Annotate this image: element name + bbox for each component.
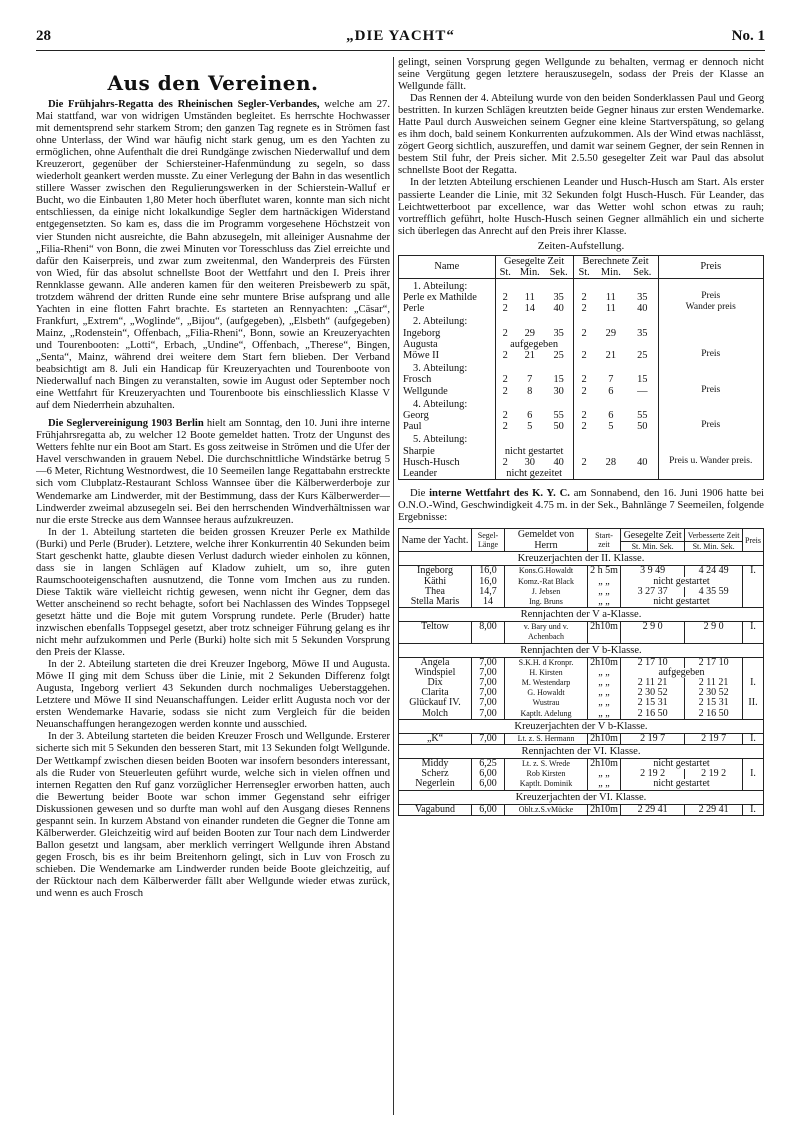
yacht-name: Käthi: [399, 577, 472, 587]
table-row: [399, 350, 764, 361]
sailed-time: 2 16 50: [621, 709, 685, 720]
empty-cell: [495, 397, 573, 410]
calc-time: 2: [573, 328, 594, 339]
class-row: [399, 719, 764, 733]
corrected-time: 2 17 10: [685, 657, 743, 668]
calc-time: [595, 339, 628, 350]
paragraph: In der letzten Abteilung erschienen Leander und Husch-Husch am Start. Als erster passierte Leander die Linie, mit 32 Sekunden folgt Husch-Husch. Für Leander, das Leichtwetterboot par excellence, war das Wetter wohl schon etwas zu rauh; vortrefflich geführt, holte Husch-Husch seinen Gegner allmählich ein und sicherte sich überlegen das Anrecht auf den Preis ihrer Klasse.: [398, 177, 764, 237]
calc-time: 2: [573, 292, 594, 303]
start-time: 2h10m: [588, 758, 621, 769]
calc-time: [573, 339, 594, 350]
calc-time: 35: [637, 327, 648, 339]
sailed-time: 55: [553, 409, 564, 421]
sailed-time: 2: [495, 421, 515, 432]
sailed-time: 2 29 41: [621, 804, 685, 815]
prize-cell: Preis: [658, 350, 764, 361]
article-rsv-lead: Die Frühjahrs-Regatta des Rheinischen Segler-Verbandes,: [48, 99, 320, 110]
prize-cell: I.: [743, 804, 764, 815]
sailed-time: 2: [495, 328, 515, 339]
prize-cell: Preis: [658, 292, 764, 303]
calc-time: 55: [637, 409, 648, 421]
col-prize: Preis: [743, 529, 764, 552]
article-sv1903-lead: Die Seglervereinigung 1903 Berlin: [48, 418, 204, 430]
sail-length: 16,0: [472, 577, 505, 587]
sailed-time: 14: [524, 303, 535, 315]
start-time: 2h10m: [588, 657, 621, 668]
start-time: „ „: [588, 698, 621, 708]
sail-length: 7,00: [472, 688, 505, 698]
class-row: [399, 608, 764, 622]
empty-cell: [495, 432, 573, 445]
col-sailed-units: St. Min. Sek.: [621, 541, 685, 551]
column-divider: [393, 57, 394, 1115]
calc-time: 11: [605, 291, 616, 303]
kyc-table-body: [399, 552, 764, 815]
prize-cell: [658, 468, 764, 480]
corrected-time: 2 9 0: [685, 622, 743, 643]
sailed-time: 30: [524, 456, 535, 468]
sail-length: 6,00: [472, 779, 505, 790]
class-title: Rennjachten der V b-Klasse.: [399, 643, 764, 657]
sailed-time: 2: [495, 386, 515, 397]
sailed-time: 3 9 49: [621, 566, 685, 577]
sail-length: 14: [472, 597, 505, 608]
col-owner: Gemeldet von Herrn: [505, 529, 588, 552]
prize-cell: I.: [743, 769, 764, 779]
calc-time: 35: [637, 291, 648, 303]
owner: G. Howaldt: [505, 688, 588, 698]
yacht-name: Thea: [399, 587, 472, 597]
col-min: Min.: [595, 267, 628, 279]
calc-time: 15: [637, 374, 648, 386]
yacht-name: Negerlein: [399, 779, 472, 790]
calc-time: [595, 468, 628, 480]
table-row: [399, 566, 764, 577]
corrected-time: 4 35 59: [685, 587, 743, 597]
calc-time: 7: [608, 374, 614, 386]
class-title: Kreuzerjachten der VI. Klasse.: [399, 790, 764, 804]
empty-cell: [658, 278, 764, 292]
article-kyc-lead: interne Wettfahrt des K. Y. C.: [429, 488, 570, 500]
yacht-name: Ingeborg: [399, 566, 472, 577]
calc-time: 40: [637, 456, 648, 468]
sailed-status: nicht gezeitet: [495, 468, 573, 480]
col-calc: Berechnete Zeit: [573, 255, 658, 267]
start-time: „ „: [588, 688, 621, 698]
calc-time: 29: [605, 327, 617, 339]
paragraph: gelingt, seinen Vorsprung gegen Wellgunde zu behalten, vermag er dennoch nicht seine Vergütung gegen letztere herauszusegeln, sodass der Preis der Klasse an Wellgunde fällt.: [398, 57, 764, 93]
calc-time: [595, 446, 628, 457]
sailed-status: nicht gestartet: [621, 597, 743, 608]
yacht-name: Middy: [399, 758, 472, 769]
yacht-name: Windspiel: [399, 668, 472, 678]
table-row: [399, 374, 764, 385]
boat-name: 5. Abteilung:: [413, 434, 468, 446]
prize-cell: I.: [743, 678, 764, 688]
col-start: Start-zeit: [588, 529, 621, 552]
yacht-name: Stella Maris: [399, 597, 472, 608]
calc-time: 28: [605, 456, 617, 468]
section-title: Aus den Vereinen.: [107, 71, 319, 95]
empty-cell: [573, 361, 658, 374]
corrected-time: 2 30 52: [685, 688, 743, 698]
sailed-status: aufgegeben: [495, 339, 573, 350]
start-time: „ „: [588, 678, 621, 688]
sailed-time: 2: [495, 303, 515, 314]
calc-time: 2: [573, 374, 594, 385]
sailed-time: 6: [527, 409, 533, 421]
sail-length: 8,00: [472, 622, 505, 643]
empty-cell: [573, 278, 658, 292]
division-row: [399, 314, 764, 327]
table-row: [399, 597, 764, 608]
sailed-time: 11: [524, 291, 535, 303]
calc-time: 2: [573, 421, 594, 432]
owner: Kaptlt. Dominik: [505, 779, 588, 790]
boat-name: 1. Abteilung:: [413, 280, 468, 292]
sail-length: 14,7: [472, 587, 505, 597]
prize-cell: [743, 657, 764, 668]
sail-length: 7,00: [472, 668, 505, 678]
corrected-time: 2 15 31: [685, 698, 743, 708]
sailed-time: 2 19 2: [621, 769, 685, 779]
sailed-time: 2 11 21: [621, 678, 685, 688]
sailed-time: 29: [524, 327, 535, 339]
boat-name: Husch-Husch: [403, 456, 460, 468]
calc-time: 40: [637, 303, 648, 315]
yacht-name: „K“: [399, 733, 472, 744]
sailed-time: 3 27 37: [621, 587, 685, 597]
col-sailed: Gesegelte Zeit: [495, 255, 573, 267]
class-title: Kreuzerjachten der V b-Klasse.: [399, 719, 764, 733]
results-table-kyc: [398, 528, 764, 815]
start-time: „ „: [588, 668, 621, 678]
sailed-time: 21: [524, 349, 535, 361]
sail-length: 7,00: [472, 709, 505, 720]
sail-length: 7,00: [472, 678, 505, 688]
calc-time: [627, 339, 658, 350]
sail-length: 7,00: [472, 698, 505, 708]
table-row: [399, 303, 764, 314]
empty-cell: [495, 314, 573, 327]
prize-cell: [658, 374, 764, 385]
sail-length: 6,25: [472, 758, 505, 769]
sailed-time: 8: [527, 385, 533, 397]
calc-time: 2: [573, 457, 594, 468]
article-rsv: [36, 99, 390, 412]
boat-name: Perle: [403, 303, 425, 315]
class-title: Rennjachten der VI. Klasse.: [399, 744, 764, 758]
table-row: [399, 779, 764, 790]
sailed-time: 2: [495, 350, 515, 361]
start-time: „ „: [588, 709, 621, 720]
sailed-time: 40: [553, 456, 564, 468]
prize-cell: [743, 577, 764, 587]
owner: Ing. Bruns: [505, 597, 588, 608]
col-corrected: Verbesserte Zeit: [685, 529, 743, 542]
sailed-time: 2 19 7: [621, 733, 685, 744]
sail-length: 6,00: [472, 769, 505, 779]
start-time: „ „: [588, 597, 621, 608]
owner: S.K.H. d Kronpr.: [505, 657, 588, 668]
sailed-status: nicht gestartet: [621, 758, 743, 769]
sailed-time: 2 30 52: [621, 688, 685, 698]
calc-time: 6: [608, 409, 614, 421]
prize-cell: Preis: [658, 421, 764, 432]
boat-name: Ingeborg: [403, 327, 441, 339]
sailed-time: 25: [553, 349, 564, 361]
start-time: „ „: [588, 587, 621, 597]
calc-time: 21: [605, 349, 617, 361]
col-sek: Sek.: [545, 267, 573, 279]
boat-name: 3. Abteilung:: [413, 363, 468, 375]
owner: Kons.G.Howaldt: [505, 566, 588, 577]
sailed-status: nicht gestartet: [495, 446, 573, 457]
sail-length: 6,00: [472, 804, 505, 815]
table-row: [399, 733, 764, 744]
calc-time: 50: [637, 421, 648, 433]
article-sv1903: [36, 418, 390, 526]
prize-cell: [743, 587, 764, 597]
corrected-time: 2 19 7: [685, 733, 743, 744]
left-column: [36, 57, 390, 1117]
prize-cell: II.: [743, 698, 764, 708]
owner: Lt. z. S. Hermann: [505, 733, 588, 744]
class-row: [399, 790, 764, 804]
sailed-time: 35: [553, 327, 564, 339]
calc-time: —: [637, 385, 648, 397]
empty-cell: [495, 278, 573, 292]
division-row: [399, 397, 764, 410]
owner: Wustrau: [505, 698, 588, 708]
corrected-time: 4 24 49: [685, 566, 743, 577]
paragraph: In der 3. Abteilung starteten die beiden Kreuzer Frosch und Wellgunde. Ersterer sicherte sich mit 5 Sekunden den besseren Start, mit 13 Sekunden folgt Wellgunde. Der Wettkampf zwischen diesen beiden Booten war insofern besonders interessant, als die Ruder von Steuerleuten geführt wurde, welche sich in vielen offnen und internen Regatten den Ruf ganz vorzüglicher Herrensegler erworben hatten, auch die Bewertung beider Boote war schon immer Gegenstand sehr eifriger Diskussionen gewesen und so durfte man wohl auf den Ausgang dieses Rennens gespannt sein. In kurzem Abstand von einander rundeten die Gegner die Tonne am Kälberwerder. Gleichzeitig wird auf beiden Booten zur Tour nach dem Lindwerder Ballon gesetzt und langsam, aber merklich verringert Wellgunde ihren Abstand gegen Frosch, bis es ihr beim Breitenhorn gelingt, sich in Luv von Frosch zu schieben. Die Wendemarke am Lindwerder runden beide Boote gleichzeitig, auf der Rücktour nach dem Kälberwerder fällt aber Wellgunde wieder etwas zurück, und wenn es auch Frosch: [36, 731, 390, 900]
start-time: 2 h 5m: [588, 566, 621, 577]
sail-length: 7,00: [472, 733, 505, 744]
table-row: [399, 457, 764, 468]
calc-time: [573, 446, 594, 457]
boat-name: Leander: [403, 467, 438, 479]
sailed-time: 30: [553, 385, 564, 397]
table-row: [399, 386, 764, 397]
start-time: „ „: [588, 779, 621, 790]
empty-cell: [658, 432, 764, 445]
class-title: Kreuzerjachten der II. Klasse.: [399, 552, 764, 566]
col-corrected-units: St. Min. Sek.: [685, 541, 743, 551]
paragraph: Das Rennen der 4. Abteilung wurde von den beiden Sonderklassen Paul und Georg bestritten. In kurzen Schlägen kreutzten beide Gegner hinaus zur ersten Wendemarke. Hatte Paul durch Ausweichen seinem Gegner eine kleine Startverspätung, so gelang es ihm doch, bald seinem Konkurrenten aufzukommen. Als der Wind etwas nachlässt, zögert Georg sichtlich, auszureffen, und damit war seinem Gegner, der sein Rennen in bestem Stil fuhr, der Preis sicher. Mit 2.5.50 gesegelter Zeit war Paul das absolut schnellste Boot der Regatta.: [398, 93, 764, 177]
right-column: [398, 57, 764, 1117]
calc-time: 2: [573, 410, 594, 421]
results-table-body: [399, 278, 764, 479]
start-time: 2h10m: [588, 622, 621, 643]
owner: Lt. z. S. Wrede: [505, 758, 588, 769]
sailed-time: 2 15 31: [621, 698, 685, 708]
sailed-time: 35: [553, 291, 564, 303]
boat-name: Wellgunde: [403, 385, 448, 397]
prize-cell: [743, 597, 764, 608]
corrected-time: 2 19 2: [685, 769, 743, 779]
table-row: [399, 622, 764, 643]
calc-time: [627, 468, 658, 480]
calc-time: 6: [608, 385, 614, 397]
empty-cell: [495, 361, 573, 374]
start-time: „ „: [588, 577, 621, 587]
sail-length: 7,00: [472, 657, 505, 668]
class-row: [399, 744, 764, 758]
sailed-time: 2: [495, 292, 515, 303]
table-row: [399, 698, 764, 708]
boat-name: Augusta: [403, 338, 438, 350]
owner: v. Bary und v. Achenbach: [505, 622, 588, 643]
sailed-time: 40: [553, 303, 564, 315]
paragraph: In der 1. Abteilung starteten die beiden grossen Kreuzer Perle ex Mathilde (Burki) und Perle (Bruder). Letztere, welche ihrer Konkurrentin 40 Sekunden beim Start geschenkt hatte, glaubte diesen Verlust dadurch wieder einholen zu können, dass sie in langen Schlägen auf Kladow zuhielt, um so, ihre guten Raumschooteigenschaften ausnutzend, die Tonne vom Imchen aus zu runden. Diese Taktik wäre vielleicht richtig gewesen, wenn nicht ihr Gegner, dem das Wetter anscheinend so recht behagte, sofort bei Nachlassen des Windes Toppsegel gesetzt hätte und die Boje mit gutem Vorsprung rundete. Perle (Bruder) hatte inzwischen ebenfalls Toppsegel gesetzt, aber trotz schneiger Führung gelang es ihr nicht mehr aufzukommen und Perle (Burki) holte sich mit 5 Sekunden Vorsprung den Preis der Klasse.: [36, 526, 390, 659]
prize-cell: I.: [743, 622, 764, 643]
boat-name: Paul: [403, 421, 422, 433]
article-rsv-text: welche am 27. Mai stattfand, war von widrigen Umständen begleitet. Es herrschte Hochwasser mit dementsprend sehr starkem Strom; den ganzen Tag regnete es in Strömen fast ohne Unterlass, der Wind war häufig nicht stark genug, um es den Yachten zu ermöglichen, ohne Aufenthalt die drei Rundgänge zwischen Niederwalluf und dem Kreuzerort, gegenüber der Schiersteiner-Hafenmündung zu segeln, so dass wiederholt geankert werden musste. Zu einer Verlegung der Bahn in das wesentlich stillere Wasser zwischen den Regulierungswerken in der Schierstein-Walluf er Bucht, wo die Einbauten 1,80 Meter hoch überflutet waren, konnte man sich nicht entschliessen, da einige nicht lokalkundige Segler dem hartnäckigen Widerstand entgegensetzten. So kam es, dass die im Programm vorgesehene Höchstzeit von vier Stunden nicht ausreichte, die Bahn abzusegeln, mit alleiniger Ausnahme der „Filia-Rheni“ von Bonn, die zwei Minuten vor Toresschluss das Ziel erreichte und dafür den Kaiserpreis, und zwar zum zweitenmal, den Wanderpreis des Fürsten von Wied, für das absolut schnellste Boot der Wettfahrt und den I. Preis ihrer Rennklasse gewann. Alle anderen kamen für den weiteren Preisbewerb zu spät, trotzdem während der dritten Runde eine sehr muntere Brise aufsprang und alle Yachten in eine flotten Fahrt brachte. Es starteten an Rennyachten: „Cäsar“, Frankfurt, „Extrem“, „Woglinde“, „Bijou“, (aufgegeben), „Elsbeth“ (aufgegeben) Mainz, „Rodenstein“, Offenbach, „Filia-Rheni“, Bonn, sowie an Kreuzeryachten und Tourenbooten: „Lotti“, Erbach, „Undine“, Offenbach, „Therese“, Bingen, „Senta“, Mainz, während drei weitere dem Start fern blieben. Der Verband beabsichtigt am 8. Juli ein Handicap für Kreuzeryachten und Tourenboote von Niederwalluf nach Bingen zu veranstalten, sowie im August oder September noch eine Wettfahrt für Kreuzeryachten und Tourenboote bis einschliesslich Klasse V auf dem Niederrhein abzuhalten.: [36, 99, 390, 412]
calc-time: 2: [573, 386, 594, 397]
yacht-name: Molch: [399, 709, 472, 720]
class-title: Rennjachten der V a-Klasse.: [399, 608, 764, 622]
boat-name: Frosch: [403, 374, 432, 386]
table-row: [399, 328, 764, 339]
yacht-name: Vagabund: [399, 804, 472, 815]
prize-cell: [658, 328, 764, 339]
prize-cell: I.: [743, 733, 764, 744]
sailed-time: 2: [495, 457, 515, 468]
journal-title: „DIE YACHT“: [346, 28, 455, 44]
start-time: 2h10m: [588, 733, 621, 744]
division-row: [399, 432, 764, 445]
col-name: Name: [399, 255, 496, 278]
prize-cell: Preis u. Wander preis.: [658, 457, 764, 468]
owner: Komz.-Rat Black: [505, 577, 588, 587]
yacht-name: Scherz: [399, 769, 472, 779]
corrected-time: 2 11 21: [685, 678, 743, 688]
corrected-time: 2 29 41: [685, 804, 743, 815]
issue-number: No. 1: [731, 28, 765, 44]
sailed-time: 2 17 10: [621, 657, 685, 668]
calc-time: 2: [573, 303, 594, 314]
empty-cell: [658, 361, 764, 374]
empty-cell: [573, 397, 658, 410]
boat-name: 4. Abteilung:: [413, 398, 468, 410]
paragraph: In der 2. Abteilung starteten die drei Kreuzer Ingeborg, Möwe II und Augusta. Möwe II ging mit dem Schuss über die Linie, mit 2 Sekunden Differenz folgt Augusta, Ingeborg verliert 43 Sekunden durch nochmaliges Ueberstaggehen. Letztere und Möwe II sind Neuanschaffungen. Leider erlitt Augusta noch vor der ersten Wendemarke Havarie, sodass sie nicht zum Vergleich für die beiden Neuanschaffungen herangezogen werden konnte und ausschied.: [36, 659, 390, 731]
boat-name: Perle ex Mathilde: [403, 291, 477, 303]
sailed-time: 5: [527, 421, 533, 433]
sailed-time: 2: [495, 410, 515, 421]
yacht-name: Glückauf IV.: [399, 698, 472, 708]
division-row: [399, 278, 764, 292]
prize-cell: Wander preis: [658, 303, 764, 314]
boat-name: 2. Abteilung:: [413, 316, 468, 328]
sailed-status: nicht gestartet: [621, 577, 743, 587]
sailed-time: 15: [553, 374, 564, 386]
prize-cell: I.: [743, 566, 764, 577]
class-row: [399, 643, 764, 657]
table-caption: Zeiten-Aufstellung.: [537, 239, 625, 252]
owner: H. Kirsten: [505, 668, 588, 678]
results-table-sv1903: [398, 255, 764, 480]
col-yacht-name: Name der Yacht.: [399, 529, 472, 552]
sailed-time: 2 9 0: [621, 622, 685, 643]
page-header: [36, 28, 765, 51]
sailed-status: aufgegeben: [621, 668, 743, 678]
division-row: [399, 361, 764, 374]
col-st: St.: [495, 267, 515, 279]
boat-name: Georg: [403, 409, 429, 421]
sailed-status: nicht gestartet: [621, 779, 743, 790]
yacht-name: Teltow: [399, 622, 472, 643]
calc-time: [573, 468, 594, 480]
col-st: St.: [573, 267, 594, 279]
table-row: [399, 421, 764, 432]
article-kyc: [398, 488, 764, 524]
sailed-time: 7: [527, 374, 533, 386]
col-sail-length: Segel-Länge: [472, 529, 505, 552]
corrected-time: 2 16 50: [685, 709, 743, 720]
owner: Rob Kirsten: [505, 769, 588, 779]
yacht-name: Clarita: [399, 688, 472, 698]
prize-cell: [743, 709, 764, 720]
yacht-name: Angela: [399, 657, 472, 668]
col-sek: Sek.: [627, 267, 658, 279]
owner: Kaptlt. Adelung: [505, 709, 588, 720]
class-row: [399, 552, 764, 566]
page-number: 28: [36, 28, 51, 44]
empty-cell: [573, 314, 658, 327]
calc-time: 2: [573, 350, 594, 361]
start-time: 2h10m: [588, 804, 621, 815]
owner: J. Jebsen: [505, 587, 588, 597]
col-sailed: Gesegelte Zeit: [621, 529, 685, 542]
table-row: [399, 468, 764, 480]
boat-name: Sharpie: [403, 445, 435, 457]
start-time: „ „: [588, 769, 621, 779]
yacht-name: Dix: [399, 678, 472, 688]
calc-time: 11: [605, 303, 616, 315]
col-prize: Preis: [658, 255, 764, 278]
prize-cell: Preis: [658, 386, 764, 397]
prize-cell: [743, 779, 764, 790]
table-row: [399, 709, 764, 720]
article-kyc-pre: Die: [410, 488, 430, 500]
table-row: [399, 804, 764, 815]
col-min: Min.: [515, 267, 545, 279]
calc-time: [627, 446, 658, 457]
owner: Oblt.z.S.vMücke: [505, 804, 588, 815]
calc-time: 5: [608, 421, 614, 433]
empty-cell: [658, 314, 764, 327]
article-kyc-text: am Sonnabend, den 16. Juni 1906 hatte bei O.N.O.-Wind, Geschwindigkeit 4.75 m. in der Sek., Bahnlänge 7 Seemeilen, folgende Ergebnisse:: [398, 488, 764, 524]
article-sv1903-text: hielt am Sonntag, den 10. Juni ihre interne Frühjahrsregatta ab, zu welcher 12 Boote gemeldet hatten. Trotz der Ungunst des Wetters fehlte nur ein Boot am Start. Es goss zeitweise in Strömen und die Ufer der Havel verschwanden in grauem Nebel. Die durchschnittliche Windstärke betrug 5—6 Meter, Richtung Westnordwest, die 10 Seemeilen lange Regattabahn erstreckte sich vom Clubplatz-Restaurant Schloss Wannsee über die Kälberwerderboje zur Wendemarke am Lindwerder, mit der Bestimmung, dass der Kurs Kälberwerder—Lindwerder zweimal abzusegeln sei. Bei den herrschenden Windverhältnissen war nur die erste Strecke aus dem Wannsee heraus aufzukreuzen.: [36, 418, 390, 526]
empty-cell: [658, 397, 764, 410]
sail-length: 16,0: [472, 566, 505, 577]
empty-cell: [573, 432, 658, 445]
owner: M. Westendarp: [505, 678, 588, 688]
calc-time: 25: [637, 349, 648, 361]
sailed-time: 50: [553, 421, 564, 433]
boat-name: Möwe II: [403, 349, 440, 361]
sailed-time: 2: [495, 374, 515, 385]
